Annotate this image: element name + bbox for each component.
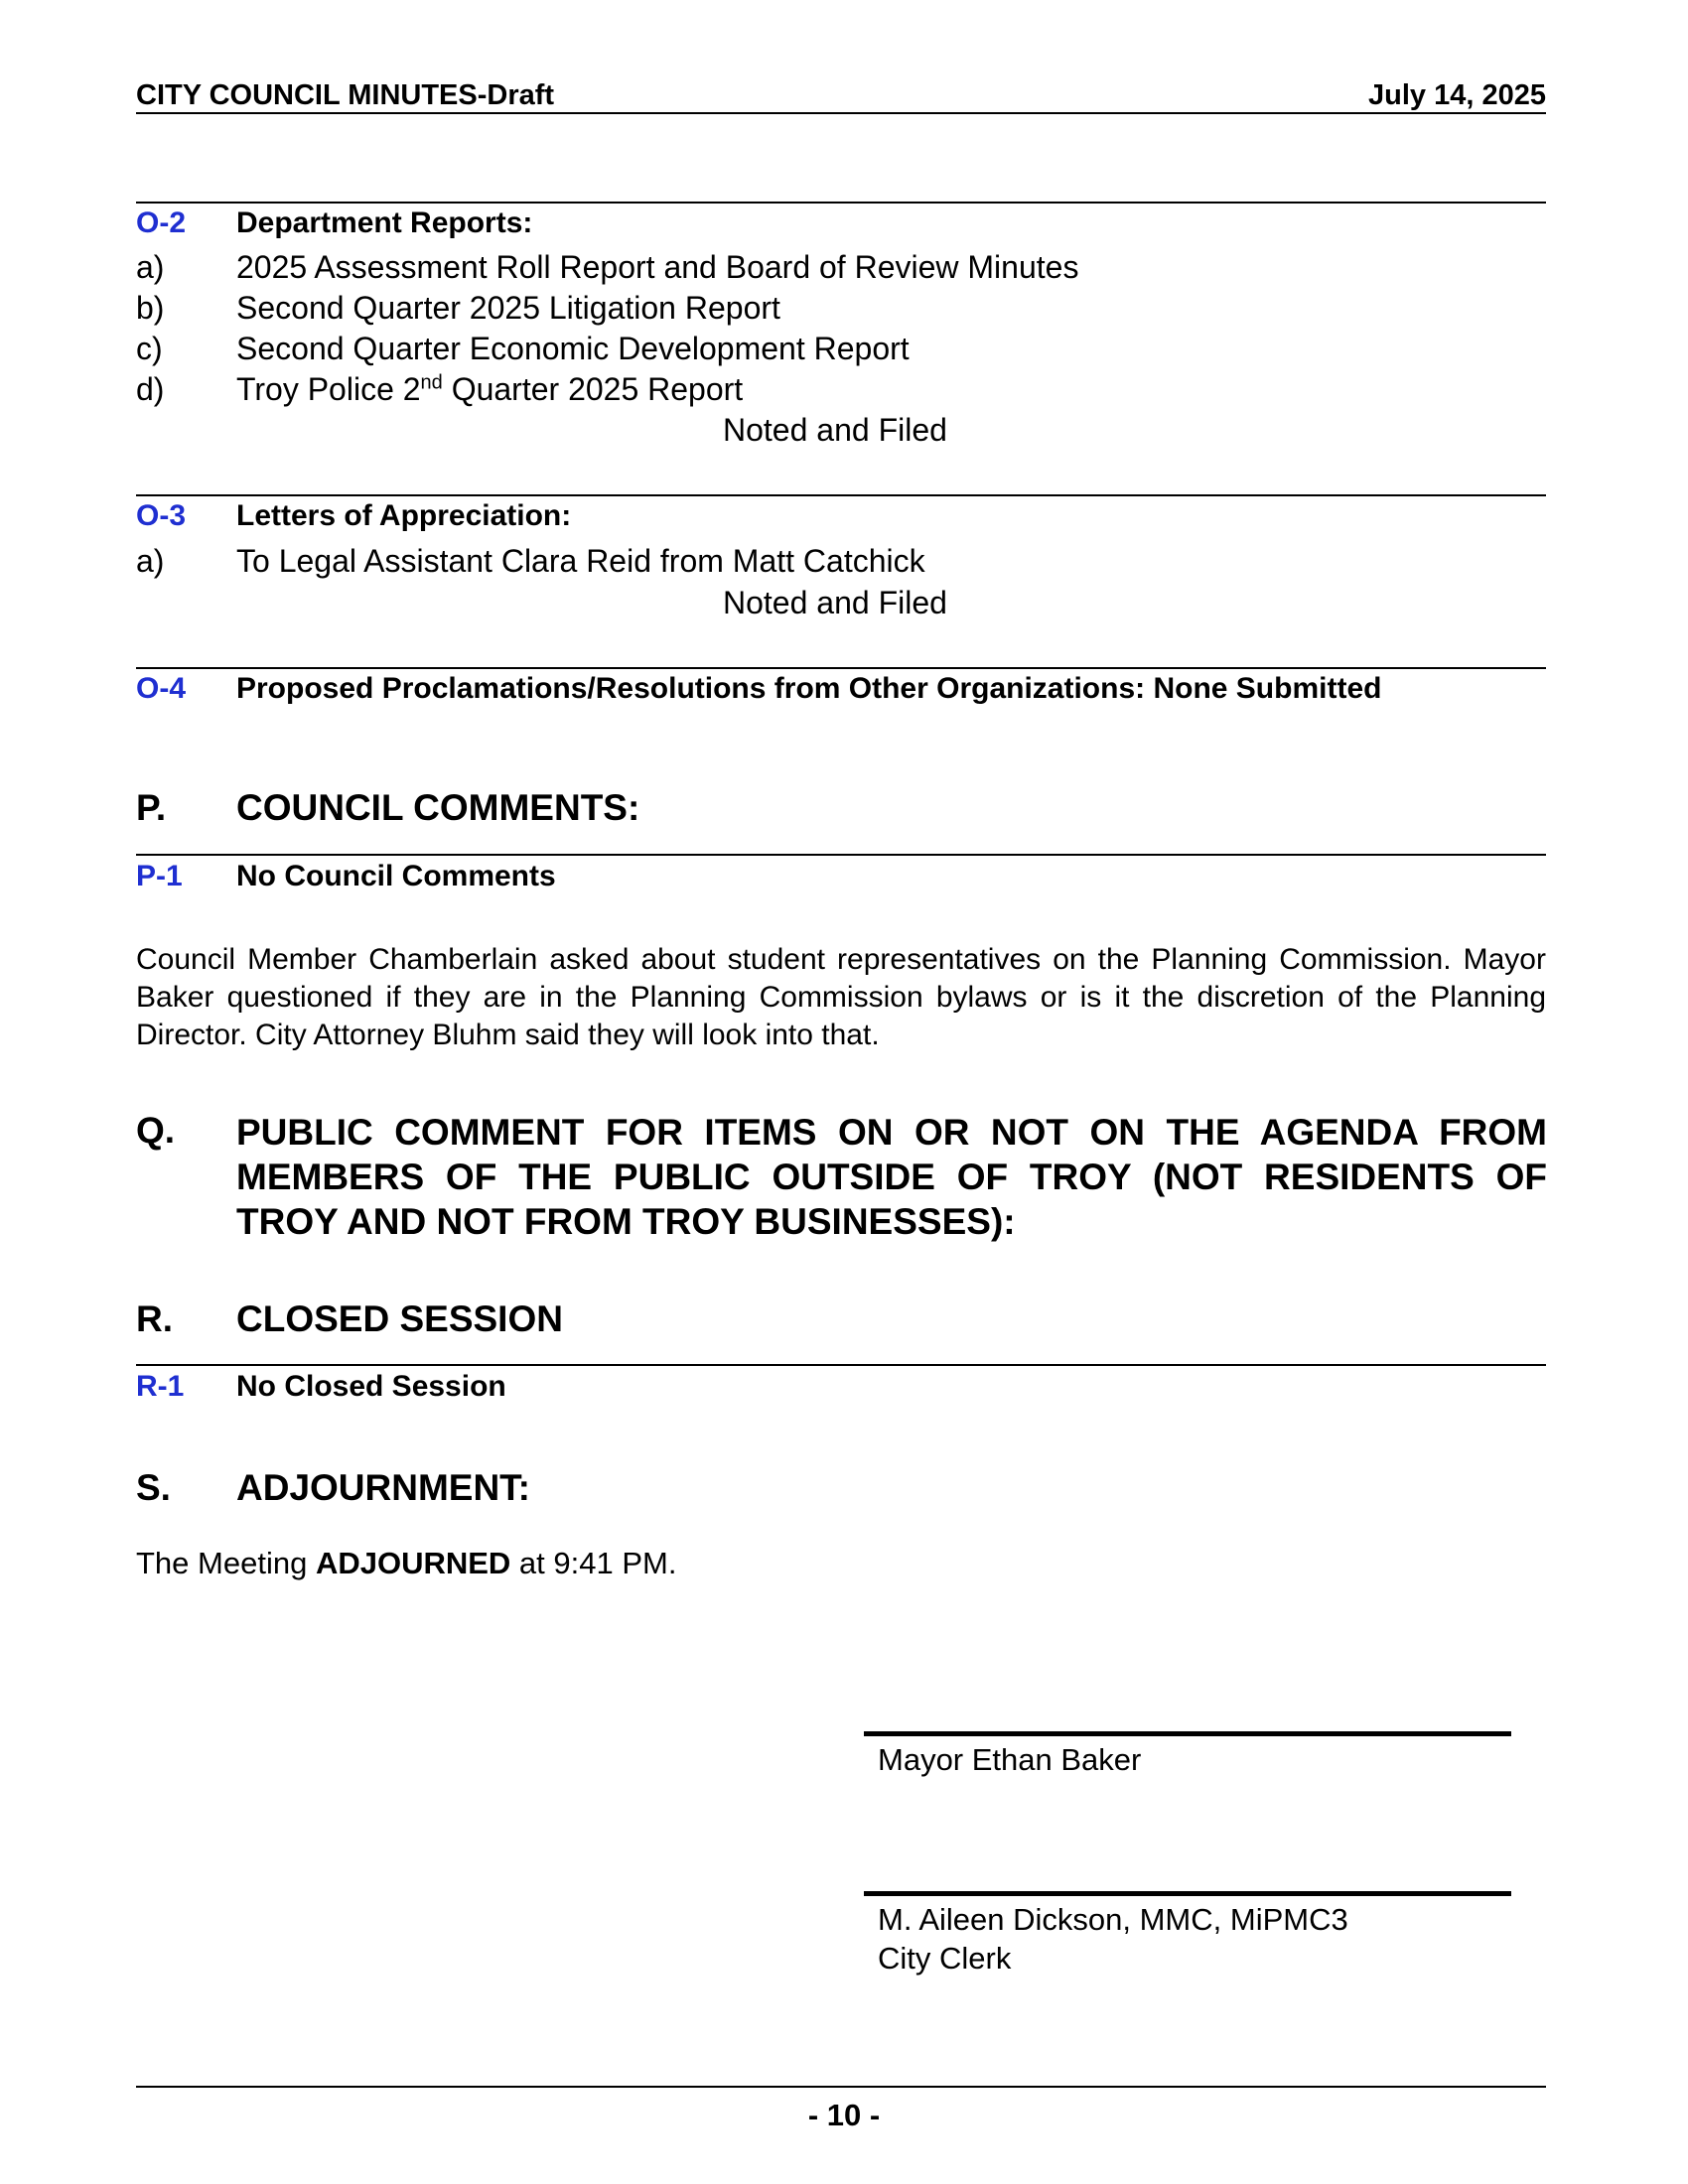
list-letter: a) — [136, 249, 165, 285]
section-divider — [136, 854, 1546, 856]
header-rule — [136, 112, 1546, 114]
item-title: Letters of Appreciation: — [236, 499, 572, 532]
section-divider — [136, 494, 1546, 496]
section-title: CLOSED SESSION — [236, 1298, 563, 1339]
item-code: O-3 — [136, 499, 187, 532]
noted-and-filed: Noted and Filed — [723, 412, 947, 448]
signature-line — [864, 1731, 1511, 1736]
item-code: O-2 — [136, 206, 187, 239]
section-title: COUNCIL COMMENTS: — [236, 787, 640, 828]
mayor-signature-name: Mayor Ethan Baker — [878, 1742, 1142, 1777]
item-code: R-1 — [136, 1370, 185, 1403]
list-letter: a) — [136, 543, 165, 579]
list-letter: c) — [136, 331, 163, 366]
list-item: Troy Police 2nd Quarter 2025 Report — [236, 371, 744, 407]
item-code: O-4 — [136, 672, 187, 705]
footer-rule — [136, 2086, 1546, 2088]
list-letter: d) — [136, 371, 165, 407]
list-item: 2025 Assessment Roll Report and Board of Review Minutes — [236, 249, 1079, 285]
list-letter: b) — [136, 290, 165, 326]
noted-and-filed: Noted and Filed — [723, 585, 947, 620]
clerk-signature-block: M. Aileen Dickson, MMC, MiPMC3 City Clerk — [878, 1902, 1348, 1976]
council-comments-paragraph: Council Member Chamberlain asked about student representatives on the Planning Commission. Mayor Baker questioned if they are in the Planning Commission bylaws or is it the discretion of the Planning Director. City Attorney Bluhm said they will look into that. — [136, 943, 1546, 1051]
section-title: ADJOURNMENT: — [236, 1467, 530, 1508]
list-item: To Legal Assistant Clara Reid from Matt Catchick — [236, 543, 925, 579]
section-letter: R. — [136, 1298, 173, 1339]
document-title: CITY COUNCIL MINUTES-Draft — [136, 79, 555, 111]
section-letter: S. — [136, 1467, 171, 1508]
section-divider — [136, 1364, 1546, 1366]
item-code: P-1 — [136, 860, 183, 892]
item-title: Proposed Proclamations/Resolutions from Other Organizations: None Submitted — [236, 672, 1382, 705]
list-item: Second Quarter Economic Development Report — [236, 331, 910, 366]
section-title: PUBLIC COMMENT FOR ITEMS ON OR NOT ON THE AGENDA FROM MEMBERS OF THE PUBLIC OUTSIDE OF TROY (NOT RESIDENTS OF TROY AND NOT FROM TROY BUSINESSES): — [236, 1112, 1547, 1242]
list-item: Second Quarter 2025 Litigation Report — [236, 290, 780, 326]
signature-line — [864, 1891, 1511, 1896]
section-letter: P. — [136, 787, 167, 828]
section-divider — [136, 667, 1546, 669]
section-letter: Q. — [136, 1110, 176, 1151]
section-divider — [136, 202, 1546, 204]
item-title: No Closed Session — [236, 1370, 506, 1403]
document-date: July 14, 2025 — [1368, 79, 1546, 111]
item-title: Department Reports: — [236, 206, 533, 239]
item-title: No Council Comments — [236, 860, 556, 892]
adjournment-sentence: The Meeting ADJOURNED at 9:41 PM. — [136, 1546, 677, 1580]
page-number: - 10 - — [807, 2098, 881, 2132]
